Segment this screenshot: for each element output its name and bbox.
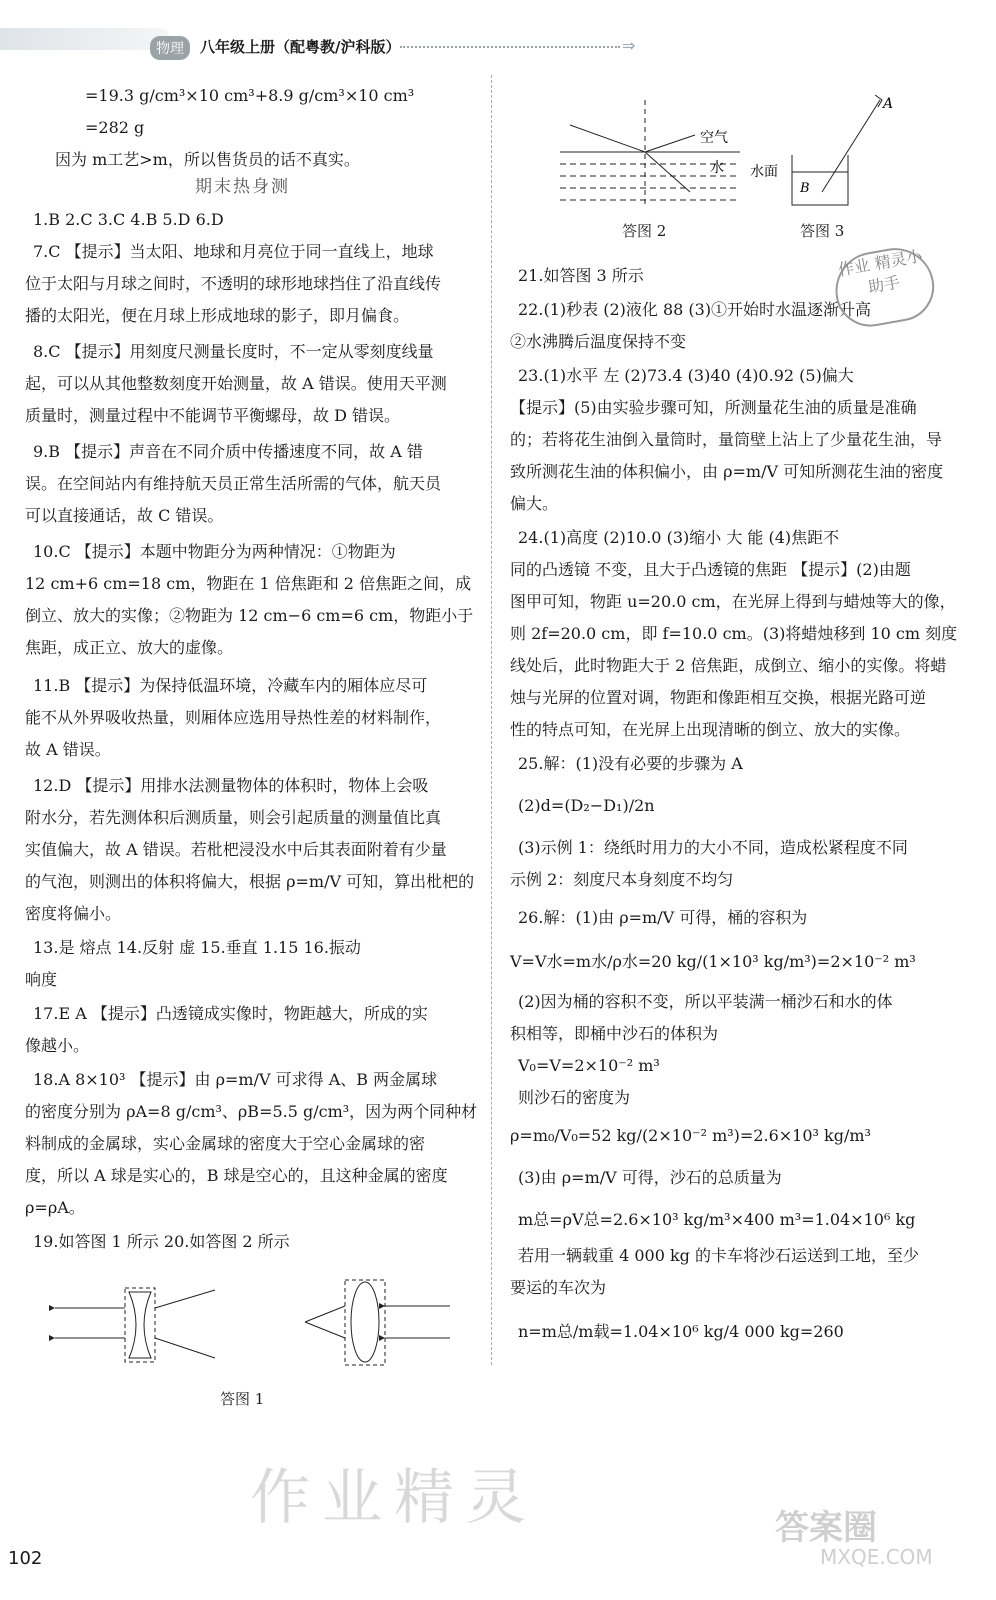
text-line: 24.(1)高度 (2)10.0 (3)缩小 大 能 (4)焦距不 [518,528,840,547]
text-line: V=V水=m水/ρ水=20 kg/(1×10³ kg/m³)=2×10⁻² m³ [510,952,916,971]
header-title: 八年级上册（配粤教/沪科版） [200,38,401,56]
text-line: 播的太阳光，便在月球上形成地球的影子，即月偏食。 [25,306,410,325]
text-line: 位于太阳与月球之间时，不透明的球形地球挡住了沿直线传 [25,274,442,293]
text-line: 误。在空间站内有维持航天员正常生活所需的气体，航天员 [25,474,442,493]
figure-3-diagram [750,80,894,215]
figure-2-caption: 答图 2 [622,222,667,240]
text-line: 能不从外界吸收热量，则厢体应选用导热性差的材料制作， [25,708,442,727]
text-line: 偏大。 [510,494,559,513]
text-line: 25.解：(1)没有必要的步骤为 A [518,754,743,773]
text-line: 故 A 错误。 [25,740,111,759]
text-line: V₀=V=2×10⁻² m³ [518,1056,660,1075]
text-line: =282 g [85,118,145,137]
text-line: 度，所以 A 球是实心的，B 球是空心的，且这种金属的密度 [25,1166,448,1185]
page-header [0,0,996,60]
arrow-icon: ⇒ [622,36,636,55]
text-line: 10.C 【提示】本题中物距分为两种情况：①物距为 [33,542,396,561]
section-title: 期末热身测 [195,177,290,197]
text-line: 则沙石的密度为 [518,1088,631,1107]
figure-1-diagram [55,1270,465,1375]
text-line: 9.B 【提示】声音在不同介质中传播速度不同，故 A 错 [33,442,423,461]
text-line: 质量时，测量过程中不能调节平衡螺母，故 D 错误。 [25,406,401,425]
text-line: 因为 m工艺>m，所以售货员的话不真实。 [55,150,360,169]
text-line: 则 2f=20.0 cm，即 f=10.0 cm。(3)将蜡烛移到 10 cm 刻度 [510,624,958,643]
text-line: 性的特点可知，在光屏上出现清晰的倒立、放大的实像。 [510,720,911,739]
text-line: 19.如答图 1 所示 20.如答图 2 所示 [33,1232,290,1251]
text-line: 倒立、放大的实像；②物距为 12 cm−6 cm=6 cm，物距小于 [25,606,474,625]
text-line: 若用一辆载重 4 000 kg 的卡车将沙石运送到工地，至少 [518,1246,920,1265]
text-line: 的密度分别为 ρA=8 g/cm³、ρB=5.5 g/cm³，因为两个同种材 [25,1102,478,1121]
text-line: 【提示】(5)由实验步骤可知，所测量花生油的质量是准确 [510,398,917,417]
point-a-label: A [883,96,894,112]
text-line: 18.A 8×10³ 【提示】由 ρ=m/V 可求得 A、B 两金属球 [33,1070,438,1089]
text-line: 26.解：(1)由 ρ=m/V 可得，桶的容积为 [518,908,808,927]
text-line: 致所测花生油的体积偏小，由 ρ=m/V 可知所测花生油的密度 [510,462,944,481]
air-label: 空气 [700,130,728,146]
water-surface-label: 水面 [750,164,778,180]
text-line: 8.C 【提示】用刻度尺测量长度时，不一定从零刻度线量 [33,342,434,361]
header-decoration [0,28,170,50]
text-line: 密度将偏小。 [25,904,122,923]
figure-1-caption: 答图 1 [220,1390,265,1408]
text-line: 21.如答图 3 所示 [518,266,644,285]
text-line: 可以直接通话，故 C 错误。 [25,506,224,525]
watermark: 作业精灵 [250,1463,538,1533]
text-line: (2)因为桶的容积不变，所以平装满一桶沙石和水的体 [518,992,893,1011]
text-line: 附水分，若先测体积后测质量，则会引起质量的测量值比真 [25,808,442,827]
text-line: (3)由 ρ=m/V 可得，沙石的总质量为 [518,1168,782,1187]
text-line: 示例 2：刻度尺本身刻度不均匀 [510,870,734,889]
text-line: 料制成的金属球，实心金属球的密度大于空心金属球的密 [25,1134,426,1153]
text-line: 13.是 熔点 14.反射 虚 15.垂直 1.15 16.振动 [33,938,361,957]
subject-badge: 物理 [150,36,190,60]
text-line: 实值偏大，故 A 错误。若枇杷浸没水中后其表面附着有少量 [25,840,447,859]
text-line: 图甲可知，物距 u=20.0 cm，在光屏上得到与蜡烛等大的像， [510,592,956,611]
text-line: 11.B 【提示】为保持低温环境，冷藏车内的厢体应尽可 [33,676,428,695]
text-line: 7.C 【提示】当太阳、地球和月亮位于同一直线上，地球 [33,242,434,261]
text-line: 焦距，成正立、放大的虚像。 [25,638,234,657]
text-line: 17.E A 【提示】凸透镜成实像时，物距越大，所成的实 [33,1004,428,1023]
point-b-label: B [800,181,810,196]
text-line: 12.D 【提示】用排水法测量物体的体积时，物体上会吸 [33,776,429,795]
text-line: 22.(1)秒表 (2)液化 88 (3)①开始时水温逐渐升高 [518,300,872,319]
text-line: 像越小。 [25,1036,90,1055]
text-line: 积相等，即桶中沙石的体积为 [510,1024,719,1043]
watermark-url: MXQE.COM [820,1545,933,1569]
watermark-logo: 答案圈 [775,1508,877,1548]
text-line: =19.3 g/cm³×10 cm³+8.9 g/cm³×10 cm³ [85,86,415,105]
text-line: (2)d=(D₂−D₁)/2n [518,796,655,815]
page-number: 102 [8,1548,43,1569]
text-line: ②水沸腾后温度保持不变 [510,332,687,351]
column-divider [491,75,492,1365]
text-line: n=m总/m载=1.04×10⁶ kg/4 000 kg=260 [518,1322,844,1341]
figure-2-diagram [560,80,745,210]
text-line: (3)示例 1：绕纸时用力的大小不同，造成松紧程度不同 [518,838,908,857]
text-line: 线处后，此时物距大于 2 倍焦距，成倒立、缩小的实像。将蜡 [510,656,947,675]
figure-3-caption: 答图 3 [800,222,845,240]
text-line: ρ=m₀/V₀=52 kg/(2×10⁻² m³)=2.6×10³ kg/m³ [510,1126,871,1145]
text-line: ρ=ρA。 [25,1198,85,1217]
text-line: m总=ρV总=2.6×10³ kg/m³×400 m³=1.04×10⁶ kg [518,1210,916,1229]
text-line: 要运的车次为 [510,1278,607,1297]
text-line: 响度 [25,970,58,989]
text-line: 23.(1)水平 左 (2)73.4 (3)40 (4)0.92 (5)偏大 [518,366,854,385]
text-line: 烛与光屏的位置对调，物距和像距相互交换，根据光路可逆 [510,688,927,707]
text-line: 的；若将花生油倒入量筒时，量筒壁上沾上了少量花生油，导 [510,430,943,449]
text-line: 的气泡，则测出的体积将偏大，根据 ρ=m/V 可知，算出枇杷的 [25,872,475,891]
header-dotted-line [400,46,620,48]
water-label: 水 [710,160,724,176]
text-line: 同的凸透镜 不变，且大于凸透镜的焦距 【提示】(2)由题 [510,560,911,579]
text-line: 12 cm+6 cm=18 cm，物距在 1 倍焦距和 2 倍焦距之间，成 [25,574,472,593]
text-line: 起，可以从其他整数刻度开始测量，故 A 错误。使用天平测 [25,374,447,393]
text-line: 1.B 2.C 3.C 4.B 5.D 6.D [33,210,224,229]
stamp-logo: 作业 精灵小助手 [829,242,939,332]
